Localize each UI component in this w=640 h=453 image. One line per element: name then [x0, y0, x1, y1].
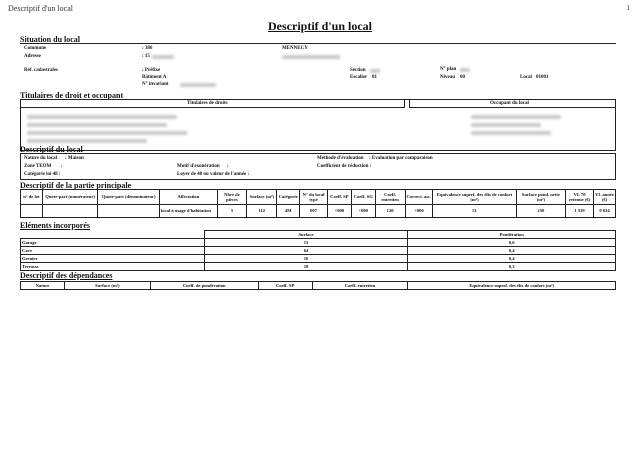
- redacted-titulaire-4: [27, 139, 147, 143]
- elements-table: [20, 230, 616, 271]
- header-categorie: Catégorie: [277, 190, 300, 205]
- methode-label: Méthode d'évaluation: [317, 156, 364, 161]
- batiment-label: Bâtiment A: [142, 75, 167, 80]
- section-title-partie-principale: Descriptif de la partie principale: [20, 181, 132, 190]
- elements-header-row: [21, 231, 616, 239]
- section-title-elements: Eléments incorporés: [20, 221, 90, 230]
- table-row: [21, 255, 616, 263]
- coef-reduction-label: Coefficient de réduction :: [317, 164, 372, 169]
- element-surface: 15: [204, 239, 408, 247]
- dep-header-nature: Nature: [21, 282, 65, 290]
- header-equivalence: Equivalence superf. des élts de confort (m²): [433, 190, 516, 205]
- table-row: [21, 247, 616, 255]
- cell-affectation: local à usage d'habitation: [160, 205, 218, 218]
- cell-categorie: 4M: [277, 205, 300, 218]
- section-title-dependances: Descriptif des dépendances: [20, 271, 113, 280]
- nature-value: : Maison: [65, 156, 84, 161]
- header-surface: Surface (m²): [247, 190, 277, 205]
- dependances-table-wrap: [20, 281, 616, 290]
- header-vl70: VL 70 retenue (€): [566, 190, 594, 205]
- redacted-occupant-2: [471, 123, 541, 127]
- header-quote-part-den: Quote-part (dénominateur): [98, 190, 160, 205]
- header-surface-pond: Surface pond. nette (m²): [516, 190, 566, 205]
- plan-label: N° plan: [440, 67, 457, 72]
- header-nbre-pieces: Nbre de pièces: [217, 190, 247, 205]
- zone-teom-value: :: [61, 164, 63, 169]
- local-label: Local: [520, 75, 532, 80]
- cell-coeff-sg: +000: [351, 205, 375, 218]
- redacted-invariant: [180, 83, 216, 87]
- dep-header-equivalence: Equivalence superf. des élts de confort (m²): [408, 282, 616, 290]
- table-row: [21, 205, 616, 218]
- redacted-titulaire-1: [27, 115, 177, 119]
- cell-correct-asc: +000: [405, 205, 433, 218]
- elements-header-ponderation: Pondération: [408, 231, 616, 239]
- document-title: Descriptif d'un local: [268, 19, 372, 33]
- redacted-plan: [460, 68, 470, 72]
- escalier-value: 01: [372, 75, 377, 80]
- descriptif-box: [20, 153, 616, 180]
- motif-exoneration-value: :: [227, 164, 229, 169]
- methode-value: : Evaluation par comparaison: [369, 156, 433, 161]
- dependances-table: [20, 281, 616, 290]
- dependances-header-row: [21, 282, 616, 290]
- situation-box: [20, 43, 616, 93]
- element-ponderation: 0,6: [408, 239, 616, 247]
- motif-exoneration-label: Motif d'exonération: [177, 164, 220, 169]
- commune-label: Commune: [24, 46, 47, 51]
- header-local-type: N° du local type: [300, 190, 328, 205]
- header-affectation: Affectation: [160, 190, 218, 205]
- header-correct-asc: Correct. asc.: [405, 190, 433, 205]
- header-vl-annee: VL année (€): [593, 190, 615, 205]
- cell-quote-part-den: [98, 205, 160, 218]
- loyer-label: Loyer de 48 ou valeur de l'année :: [177, 172, 250, 177]
- element-name: Terrasse: [21, 263, 205, 271]
- elements-header-surface: Surface: [204, 231, 408, 239]
- cell-surface: 112: [247, 205, 277, 218]
- section-title-titulaires: Titulaires de droit et occupant: [20, 91, 124, 100]
- header-quote-part-num: Quote-part (numérateur): [42, 190, 98, 205]
- element-ponderation: 0,3: [408, 263, 616, 271]
- section-label: Section: [350, 68, 366, 73]
- dep-header-coeff-entretien: Coeff. entretien: [312, 282, 408, 290]
- redacted-titulaire-2: [27, 123, 167, 127]
- section-title-situation: Situation du local: [20, 35, 81, 44]
- element-name: Cave: [21, 247, 205, 255]
- table-row: [21, 239, 616, 247]
- cell-nbre-pieces: 5: [217, 205, 247, 218]
- partie-principale-table-wrap: [20, 189, 616, 218]
- adresse-label: Adresse: [24, 54, 41, 59]
- header-lot: n° de lot: [21, 190, 43, 205]
- cell-local-type: 007: [300, 205, 328, 218]
- categorie-loi48-label: Catégorie loi 48 :: [24, 172, 61, 177]
- page-number: 1: [626, 4, 630, 12]
- cell-surface-pond: 250: [516, 205, 566, 218]
- occupant-header: Occupant du local: [490, 101, 529, 106]
- commune-code: : 386: [142, 46, 153, 51]
- cell-vl-annee: 9 634: [593, 205, 615, 218]
- redacted-occupant-1: [471, 115, 561, 119]
- cell-coeff-sp: +000: [327, 205, 351, 218]
- cell-equivalence: 51: [433, 205, 516, 218]
- cell-vl70: 1 529: [566, 205, 594, 218]
- local-value: 01001: [536, 75, 549, 80]
- element-ponderation: 0,4: [408, 255, 616, 263]
- element-surface: 64: [204, 247, 408, 255]
- element-surface: 18: [204, 263, 408, 271]
- redacted-occupant-3: [471, 131, 551, 135]
- cell-quote-part-num: [42, 205, 98, 218]
- commune-name: MENNECY: [282, 46, 308, 51]
- adresse-value: : 15: [142, 54, 150, 59]
- element-surface: 16: [204, 255, 408, 263]
- header-coeff-sp: Coeff. SP: [327, 190, 351, 205]
- escalier-label: Escalier: [350, 75, 368, 80]
- element-name: Grenier: [21, 255, 205, 263]
- zone-teom-label: Zone TEOM: [24, 164, 52, 169]
- redacted-section: [370, 69, 380, 73]
- invariant-label: N° invariant: [142, 82, 169, 87]
- partie-principale-header-row: [21, 190, 616, 205]
- element-name: Garage: [21, 239, 205, 247]
- redacted-address-street: [282, 55, 340, 59]
- section-title-descriptif: Descriptif du local: [20, 145, 83, 154]
- ref-cadastrales-label: Réf. cadastrales: [24, 68, 58, 73]
- page-header: Descriptif d'un local: [8, 4, 73, 13]
- dep-header-coeff-ponderation: Coeff. de pondération: [150, 282, 258, 290]
- table-row: [21, 263, 616, 271]
- header-coeff-entretien: Coeff. entretien: [375, 190, 405, 205]
- cell-lot: [21, 205, 43, 218]
- redacted-titulaire-3: [27, 131, 187, 135]
- titulaires-box: [20, 99, 616, 151]
- elements-table-wrap: [20, 230, 616, 271]
- element-ponderation: 0,4: [408, 247, 616, 255]
- nature-label: Nature du local: [24, 156, 57, 161]
- redacted-address-number: [152, 55, 174, 59]
- prefixe-label: : Préfixe: [142, 68, 161, 73]
- niveau-label: Niveau: [440, 75, 455, 80]
- titulaires-header: Titulaires de droits: [187, 101, 228, 106]
- partie-principale-table: [20, 189, 616, 218]
- dep-header-surface: Surface (m²): [64, 282, 150, 290]
- dep-header-coeff-sp: Coeff. SP: [258, 282, 312, 290]
- header-coeff-sg: Coeff. SG: [351, 190, 375, 205]
- niveau-value: 00: [460, 75, 465, 80]
- cell-coeff-entretien: 120: [375, 205, 405, 218]
